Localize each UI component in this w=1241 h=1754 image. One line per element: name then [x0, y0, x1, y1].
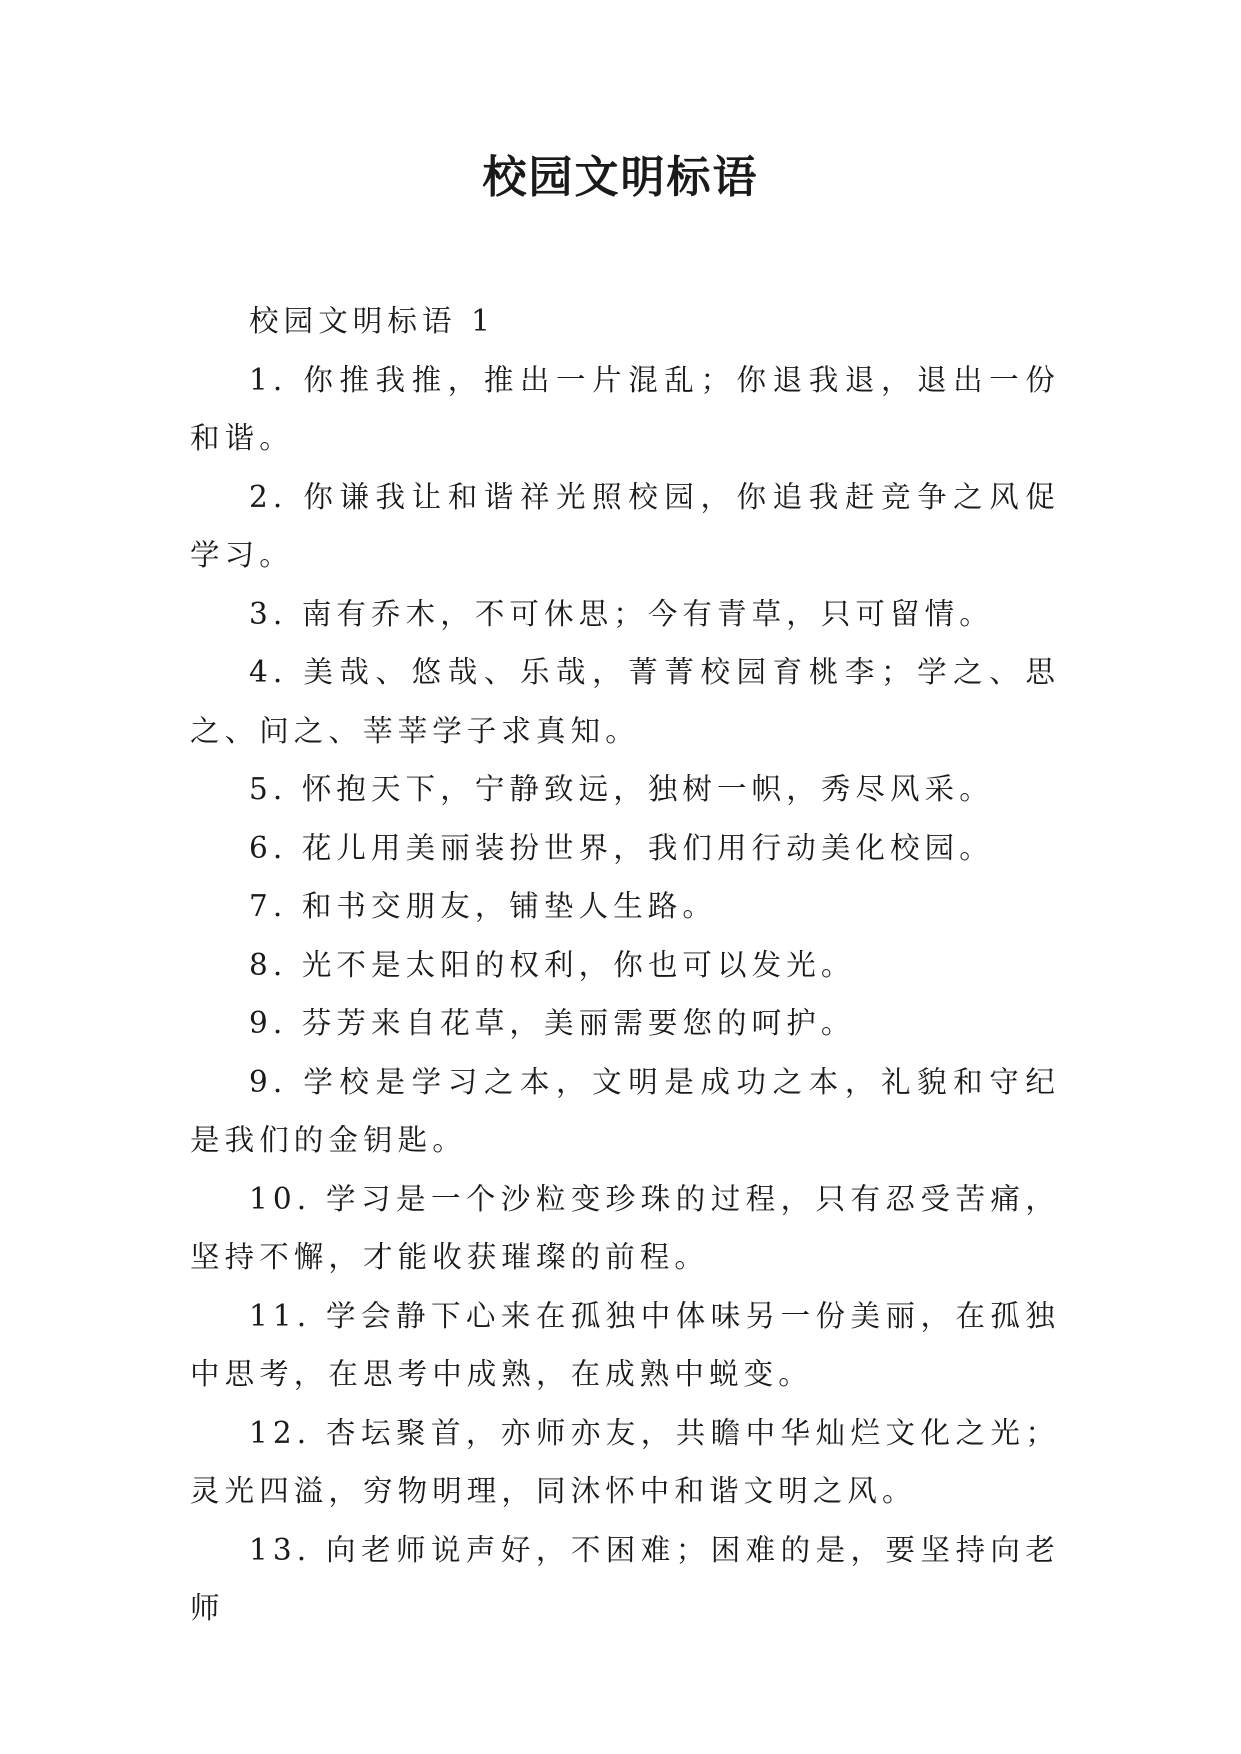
document-title: 校园文明标语 — [482, 152, 759, 203]
slogan-paragraph: 2. 你谦我让和谐祥光照校园，你追我赶竞争之风促学习。 — [190, 479, 1060, 572]
slogan-paragraph: 10. 学习是一个沙粒变珍珠的过程，只有忍受苦痛，坚持不懈，才能收获璀璨的前程。 — [190, 1181, 1060, 1274]
slogan-paragraph: 12. 杏坛聚首，亦师亦友，共瞻中华灿烂文化之光；灵光四溢，穷物明理，同沐怀中和谐文明之风。 — [190, 1415, 1060, 1508]
slogan-paragraph: 9. 学校是学习之本，文明是成功之本，礼貌和守纪是我们的金钥匙。 — [190, 1064, 1060, 1157]
slogan-paragraph: 13. 向老师说声好，不困难；困难的是，要坚持向老师 — [190, 1532, 1060, 1625]
slogan-paragraph: 5. 怀抱天下，宁静致远，独树一帜，秀尽风采。 — [249, 772, 994, 806]
slogan-paragraph: 1. 你推我推，推出一片混乱；你退我退，退出一份和谐。 — [190, 362, 1060, 455]
slogan-paragraph: 11. 学会静下心来在孤独中体味另一份美丽，在孤独中思考，在思考中成熟，在成熟中蜕变。 — [190, 1298, 1060, 1391]
slogan-paragraph: 9. 芬芳来自花草，美丽需要您的呵护。 — [249, 1006, 856, 1040]
document-body — [190, 292, 1060, 1638]
section-heading: 校园文明标语 1 — [249, 304, 495, 338]
slogan-paragraph: 6. 花儿用美丽装扮世界，我们用行动美化校园。 — [249, 830, 994, 865]
slogan-paragraph: 4. 美哉、悠哉、乐哉，菁菁校园育桃李；学之、思之、问之、莘莘学子求真知。 — [190, 655, 1060, 748]
slogan-paragraph: 7. 和书交朋友，铺垫人生路。 — [249, 889, 718, 923]
slogan-paragraph: 3. 南有乔木，不可休思；今有青草，只可留情。 — [249, 596, 994, 631]
slogan-paragraph: 8. 光不是太阳的权利，你也可以发光。 — [249, 947, 856, 982]
